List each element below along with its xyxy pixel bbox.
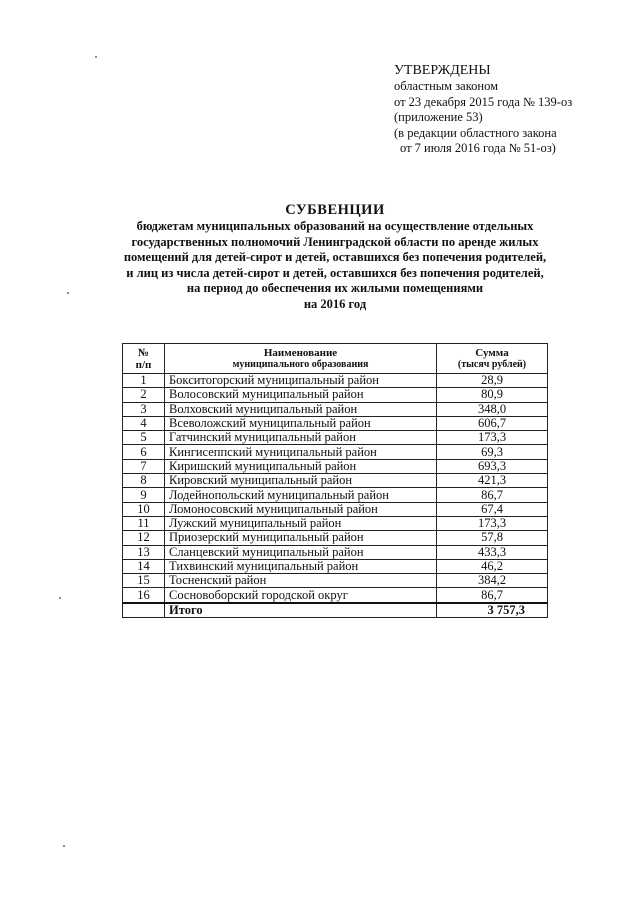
row-name: Лодейнопольский муниципальный район [165, 488, 437, 502]
row-name: Кингисеппский муниципальный район [165, 445, 437, 459]
row-number: 3 [123, 402, 165, 416]
title-line: помещений для детей-сирот и детей, оставшихся без попечения родителей, [123, 250, 547, 264]
title-line: государственных полномочий Ленинградской области по аренде жилых [131, 234, 539, 249]
row-number: 11 [123, 516, 165, 530]
row-sum: 69,3 [437, 445, 548, 459]
row-sum: 46,2 [437, 559, 548, 573]
row-name: Приозерский муниципальный район [165, 531, 437, 545]
row-name: Тосненский район [165, 574, 437, 588]
header-sum-line1: Сумма [475, 346, 509, 359]
row-sum: 384,2 [437, 574, 548, 588]
approval-line: (приложение 53) [394, 110, 483, 124]
total-sum: 3 757,3 [437, 603, 548, 618]
row-name: Гатчинский муниципальный район [165, 431, 437, 445]
total-number-cell [123, 603, 165, 618]
row-name: Всеволожский муниципальный район [165, 416, 437, 430]
row-sum: 348,0 [437, 402, 548, 416]
row-sum: 173,3 [437, 516, 548, 530]
table-row [123, 474, 548, 488]
row-sum: 421,3 [437, 474, 548, 488]
row-number: 10 [123, 502, 165, 516]
scan-speck [67, 292, 69, 294]
title-line: на 2016 год [303, 296, 367, 311]
table-row [123, 516, 548, 530]
row-number: 2 [123, 388, 165, 402]
scan-speck [95, 56, 97, 58]
row-name: Сосновоборский городской округ [165, 588, 437, 603]
row-number: 8 [123, 474, 165, 488]
table-row [123, 559, 548, 573]
table-header-row [123, 344, 548, 374]
table-total-row [123, 603, 548, 618]
row-name: Кировский муниципальный район [165, 474, 437, 488]
header-sum [437, 344, 548, 374]
row-name: Ломоносовский муниципальный район [165, 502, 437, 516]
row-sum: 57,8 [437, 531, 548, 545]
row-number: 16 [123, 588, 165, 603]
title-main: СУБВЕНЦИИ [285, 202, 385, 218]
row-sum: 433,3 [437, 545, 548, 559]
approval-stamp [394, 62, 634, 157]
table-row [123, 459, 548, 473]
table-row [123, 531, 548, 545]
row-sum: 67,4 [437, 502, 548, 516]
row-sum: 28,9 [437, 374, 548, 388]
row-name: Тихвинский муниципальный район [165, 559, 437, 573]
table-row [123, 574, 548, 588]
row-name: Волховский муниципальный район [165, 402, 437, 416]
table-row [123, 431, 548, 445]
row-number: 13 [123, 545, 165, 559]
table-row [123, 445, 548, 459]
row-number: 14 [123, 559, 165, 573]
total-label: Итого [165, 603, 437, 618]
row-sum: 173,3 [437, 431, 548, 445]
row-sum: 606,7 [437, 416, 548, 430]
header-number-line2: п/п [135, 358, 152, 371]
title-line: и лиц из числа детей-сирот и детей, оставшихся без попечения родителей, [126, 265, 544, 280]
row-name: Бокситогорский муниципальный район [165, 374, 437, 388]
row-number: 15 [123, 574, 165, 588]
header-name-line1: Наименование [263, 346, 338, 359]
table-row [123, 416, 548, 430]
title-line: бюджетам муниципальных образований на осуществление отдельных [136, 219, 534, 233]
table-row [123, 545, 548, 559]
header-number-line1: № [137, 346, 150, 359]
scan-speck [59, 597, 61, 599]
row-number: 1 [123, 374, 165, 388]
header-name [165, 344, 437, 374]
row-number: 6 [123, 445, 165, 459]
row-sum: 693,3 [437, 459, 548, 473]
approval-line: (в редакции областного закона [394, 125, 557, 140]
document-title [90, 201, 580, 312]
approval-line: от 23 декабря 2015 года № 139-оз [394, 94, 573, 109]
approval-line: областным законом [394, 79, 499, 93]
row-name: Киришский муниципальный район [165, 459, 437, 473]
row-sum: 86,7 [437, 488, 548, 502]
table-row [123, 402, 548, 416]
table-row [123, 588, 548, 603]
row-number: 4 [123, 416, 165, 430]
row-sum: 86,7 [437, 588, 548, 603]
row-name: Волосовский муниципальный район [165, 388, 437, 402]
row-number: 7 [123, 459, 165, 473]
table-row [123, 388, 548, 402]
title-line: на период до обеспечения их жилыми помещениями [186, 281, 484, 295]
subsidy-table [122, 343, 548, 618]
row-number: 9 [123, 488, 165, 502]
row-name: Сланцевский муниципальный район [165, 545, 437, 559]
row-name: Лужский муниципальный район [165, 516, 437, 530]
row-number: 5 [123, 431, 165, 445]
row-number: 12 [123, 531, 165, 545]
row-sum: 80,9 [437, 388, 548, 402]
table-row [123, 502, 548, 516]
approval-line: от 7 июля 2016 года № 51-оз) [400, 141, 556, 155]
table-row [123, 488, 548, 502]
approval-heading: УТВЕРЖДЕНЫ [394, 63, 491, 78]
header-name-line2: муниципального образования [232, 358, 369, 370]
scan-speck [63, 845, 65, 847]
table-row [123, 374, 548, 388]
header-sum-line2: (тысяч рублей) [457, 358, 527, 370]
header-number [123, 344, 165, 374]
